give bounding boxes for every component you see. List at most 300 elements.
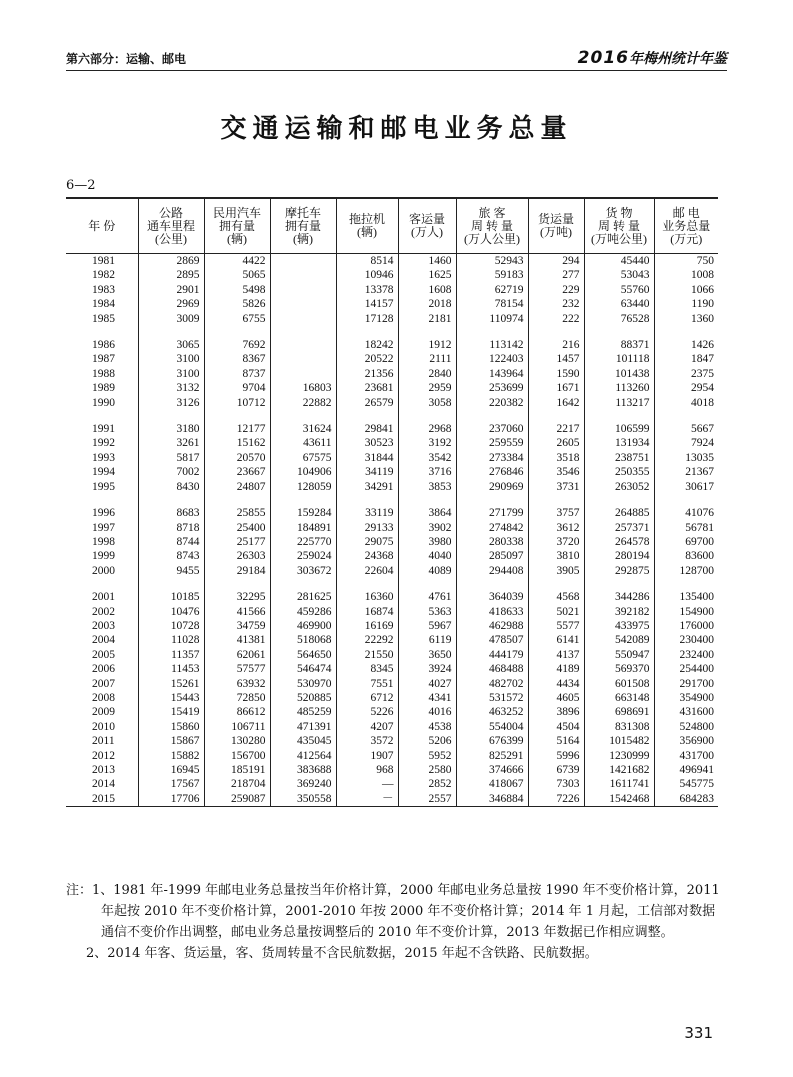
table-cell: 291700 — [654, 677, 718, 691]
table-cell: 4504 — [528, 720, 584, 734]
spacer-cell — [204, 494, 270, 506]
table-cell: 72850 — [204, 691, 270, 705]
table-cell: 62719 — [456, 283, 528, 297]
table-cell: 16360 — [336, 590, 398, 604]
table-cell: — — [336, 777, 398, 791]
table-cell: 264885 — [584, 506, 654, 520]
table-cell — [270, 338, 336, 352]
table-cell: 253699 — [456, 381, 528, 395]
table-cell: 34291 — [336, 480, 398, 494]
table-cell: 15419 — [138, 705, 204, 719]
table-cell: 273384 — [456, 451, 528, 465]
table-cell: 6119 — [398, 633, 456, 647]
table-cell: 471391 — [270, 720, 336, 734]
table-cell: 1642 — [528, 396, 584, 410]
table-cell: 24368 — [336, 549, 398, 563]
table-cell: 2181 — [398, 312, 456, 326]
spacer-cell — [66, 494, 138, 506]
table-cell: 34119 — [336, 465, 398, 479]
table-cell: 53043 — [584, 268, 654, 282]
table-cell: 7226 — [528, 792, 584, 807]
table-cell: 5826 — [204, 297, 270, 311]
table-cell: 11453 — [138, 662, 204, 676]
table-cell: 110974 — [456, 312, 528, 326]
spacer-cell — [336, 410, 398, 422]
table-cell: 55760 — [584, 283, 654, 297]
table-row — [66, 535, 718, 549]
table-cell: 43611 — [270, 436, 336, 450]
table-cell: 4207 — [336, 720, 398, 734]
column-header: 摩托车 拥有量 (辆) — [270, 198, 336, 254]
table-cell: 3853 — [398, 480, 456, 494]
table-row — [66, 648, 718, 662]
table-cell: 52943 — [456, 254, 528, 269]
yearbook-name: 年梅州统计年鉴 — [629, 51, 727, 67]
table-row — [66, 564, 718, 578]
table-row — [66, 691, 718, 705]
table-cell: 62061 — [204, 648, 270, 662]
year-cell: 2013 — [92, 764, 115, 776]
table-cell: 1426 — [654, 338, 718, 352]
table-cell: 83600 — [654, 549, 718, 563]
table-cell: 33119 — [336, 506, 398, 520]
table-row — [66, 633, 718, 647]
group-spacer — [66, 578, 718, 590]
table-row — [66, 619, 718, 633]
table-cell: 3902 — [398, 521, 456, 535]
table-cell: 232400 — [654, 648, 718, 662]
table-cell: 113260 — [584, 381, 654, 395]
spacer-cell — [654, 410, 718, 422]
table-cell: 20570 — [204, 451, 270, 465]
table-cell: 184891 — [270, 521, 336, 535]
spacer-cell — [584, 326, 654, 338]
table-cell: 3261 — [138, 436, 204, 450]
table-cell: 825291 — [456, 749, 528, 763]
table-cell: 462988 — [456, 619, 528, 633]
table-cell: 5021 — [528, 605, 584, 619]
table-cell: 4018 — [654, 396, 718, 410]
spacer-cell — [654, 494, 718, 506]
year-cell: 1995 — [92, 480, 115, 493]
table-row — [66, 749, 718, 763]
table-cell: 13035 — [654, 451, 718, 465]
table-cell: 3757 — [528, 506, 584, 520]
table-cell: 57577 — [204, 662, 270, 676]
table-cell: 69700 — [654, 535, 718, 549]
table-cell: 5363 — [398, 605, 456, 619]
year-cell: 1998 — [92, 535, 115, 548]
table-cell: 3132 — [138, 381, 204, 395]
table-cell: 435045 — [270, 734, 336, 748]
spacer-cell — [270, 578, 336, 590]
table-cell: 1912 — [398, 338, 456, 352]
spacer-cell — [654, 578, 718, 590]
table-cell: 4040 — [398, 549, 456, 563]
table-cell: 220382 — [456, 396, 528, 410]
column-header: 拖拉机 (辆) — [336, 198, 398, 254]
table-cell: 1008 — [654, 268, 718, 282]
table-cell: 128700 — [654, 564, 718, 578]
spacer-cell — [456, 326, 528, 338]
table-cell: 5206 — [398, 734, 456, 748]
spacer-cell — [528, 578, 584, 590]
table-cell: 1230999 — [584, 749, 654, 763]
table-row — [66, 521, 718, 535]
year-cell: 2007 — [92, 677, 115, 690]
table-cell: 3905 — [528, 564, 584, 578]
table-cell: 7692 — [204, 338, 270, 352]
table-cell: 5952 — [398, 749, 456, 763]
column-header: 货运量 (万吨) — [528, 198, 584, 254]
table-cell: 4089 — [398, 564, 456, 578]
table-cell: 1457 — [528, 352, 584, 366]
table-cell: 12177 — [204, 422, 270, 436]
table-cell: 263052 — [584, 480, 654, 494]
table-cell: 530970 — [270, 677, 336, 691]
spacer-cell — [138, 578, 204, 590]
table-cell: 545775 — [654, 777, 718, 791]
table-cell: 2111 — [398, 352, 456, 366]
table-cell: 78154 — [456, 297, 528, 311]
table-cell: 292875 — [584, 564, 654, 578]
table-cell: 1625 — [398, 268, 456, 282]
table-cell: 601508 — [584, 677, 654, 691]
table-cell: 130280 — [204, 734, 270, 748]
table-cell: 16169 — [336, 619, 398, 633]
table-cell: 277 — [528, 268, 584, 282]
table-cell: 2840 — [398, 367, 456, 381]
table-cell: 3180 — [138, 422, 204, 436]
table-cell — [270, 352, 336, 366]
table-row — [66, 720, 718, 734]
table-cell: 968 — [336, 763, 398, 777]
spacer-cell — [398, 326, 456, 338]
table-cell: 8737 — [204, 367, 270, 381]
table-cell: 101438 — [584, 367, 654, 381]
table-row — [66, 480, 718, 494]
table-cell: 29133 — [336, 521, 398, 535]
table-cell: 354900 — [654, 691, 718, 705]
spacer-cell — [204, 410, 270, 422]
table-row — [66, 254, 718, 269]
table-cell: 294 — [528, 254, 584, 269]
spacer-cell — [456, 494, 528, 506]
table-cell: 3518 — [528, 451, 584, 465]
table-cell: 459286 — [270, 605, 336, 619]
table-row — [66, 662, 718, 676]
table-cell: 156700 — [204, 749, 270, 763]
table-cell: 1847 — [654, 352, 718, 366]
table-cell: 30523 — [336, 436, 398, 450]
table-cell: 2969 — [138, 297, 204, 311]
table-cell: 3009 — [138, 312, 204, 326]
spacer-cell — [66, 326, 138, 338]
year-cell: 2006 — [92, 663, 115, 676]
year-cell: 1986 — [92, 339, 115, 352]
table-cell: 2217 — [528, 422, 584, 436]
table-cell: 3126 — [138, 396, 204, 410]
yearbook-year: 2016 — [577, 48, 629, 68]
table-cell: 1608 — [398, 283, 456, 297]
table-cell: 5817 — [138, 451, 204, 465]
table-cell — [270, 367, 336, 381]
table-cell: 18242 — [336, 338, 398, 352]
table-row — [66, 777, 718, 791]
table-cell: 280338 — [456, 535, 528, 549]
table-cell: 4538 — [398, 720, 456, 734]
table-cell: 185191 — [204, 763, 270, 777]
table-cell: 3650 — [398, 648, 456, 662]
table-cell: 1542468 — [584, 792, 654, 807]
table-cell: 23667 — [204, 465, 270, 479]
table-cell: 2869 — [138, 254, 204, 269]
year-cell: 1987 — [92, 353, 115, 366]
spacer-cell — [138, 494, 204, 506]
table-cell: 3716 — [398, 465, 456, 479]
table-cell: 344286 — [584, 590, 654, 604]
table-cell: 431600 — [654, 705, 718, 719]
spacer-cell — [528, 410, 584, 422]
year-cell: 2008 — [92, 691, 115, 704]
table-cell: 2954 — [654, 381, 718, 395]
table-cell: 6739 — [528, 763, 584, 777]
spacer-cell — [456, 578, 528, 590]
table-cell: 7303 — [528, 777, 584, 791]
table-cell: 30617 — [654, 480, 718, 494]
table-cell: 520885 — [270, 691, 336, 705]
table-cell: 482702 — [456, 677, 528, 691]
table-cell: 4341 — [398, 691, 456, 705]
yearbook-header — [578, 48, 727, 68]
table-cell: 3065 — [138, 338, 204, 352]
table-cell: 5967 — [398, 619, 456, 633]
table-row — [66, 451, 718, 465]
table-cell: 496941 — [654, 763, 718, 777]
table-cell: 17567 — [138, 777, 204, 791]
table-cell: 524800 — [654, 720, 718, 734]
table-cell: 135400 — [654, 590, 718, 604]
table-cell: 698691 — [584, 705, 654, 719]
table-cell: 20522 — [336, 352, 398, 366]
table-cell: 5065 — [204, 268, 270, 282]
year-cell: 1981 — [92, 255, 115, 267]
table-cell: 3980 — [398, 535, 456, 549]
spacer-cell — [204, 578, 270, 590]
table-cell: 478507 — [456, 633, 528, 647]
spacer-cell — [204, 326, 270, 338]
table-cell: 468488 — [456, 662, 528, 676]
table-cell: 2557 — [398, 792, 456, 807]
table-cell: 225770 — [270, 535, 336, 549]
column-header: 客运量 (万人) — [398, 198, 456, 254]
table-row — [66, 396, 718, 410]
table-cell: 5577 — [528, 619, 584, 633]
table-cell: 259024 — [270, 549, 336, 563]
table-cell: 237060 — [456, 422, 528, 436]
table-cell: 750 — [654, 254, 718, 269]
table-cell: 113217 — [584, 396, 654, 410]
table-cell: 290969 — [456, 480, 528, 494]
table-cell: 29184 — [204, 564, 270, 578]
table-cell: 76528 — [584, 312, 654, 326]
table-cell: 22882 — [270, 396, 336, 410]
table-row — [66, 352, 718, 366]
table-cell: 1421682 — [584, 763, 654, 777]
table-cell: 250355 — [584, 465, 654, 479]
table-row — [66, 506, 718, 520]
table-row — [66, 705, 718, 719]
table-cell: 25400 — [204, 521, 270, 535]
year-cell: 2009 — [92, 706, 115, 719]
table-cell: 8718 — [138, 521, 204, 535]
table-cell: 101118 — [584, 352, 654, 366]
table-cell: 6712 — [336, 691, 398, 705]
spacer-cell — [398, 410, 456, 422]
year-cell: 1991 — [92, 423, 115, 436]
table-cell: 218704 — [204, 777, 270, 791]
table-cell: 485259 — [270, 705, 336, 719]
table-cell: 418633 — [456, 605, 528, 619]
year-cell: 2012 — [92, 749, 115, 762]
year-cell: 1999 — [92, 550, 115, 563]
table-cell: 431700 — [654, 749, 718, 763]
table-cell: 569370 — [584, 662, 654, 676]
table-cell: 2375 — [654, 367, 718, 381]
table-cell: 4568 — [528, 590, 584, 604]
table-cell: 143964 — [456, 367, 528, 381]
table-cell: 104906 — [270, 465, 336, 479]
table-cell: 31624 — [270, 422, 336, 436]
table-cell: 1590 — [528, 367, 584, 381]
column-header: 货 物 周 转 量 (万吨公里) — [584, 198, 654, 254]
table-cell: 230400 — [654, 633, 718, 647]
table-cell: 392182 — [584, 605, 654, 619]
table-cell: 3542 — [398, 451, 456, 465]
table-cell: 412564 — [270, 749, 336, 763]
table-cell: 26303 — [204, 549, 270, 563]
table-cell: 8683 — [138, 506, 204, 520]
table-cell: 463252 — [456, 705, 528, 719]
spacer-cell — [336, 494, 398, 506]
table-cell: 10728 — [138, 619, 204, 633]
table-cell: 67575 — [270, 451, 336, 465]
year-cell: 2005 — [92, 648, 115, 661]
table-header-row — [66, 198, 718, 254]
table-cell: 4605 — [528, 691, 584, 705]
table-row — [66, 436, 718, 450]
table-cell: 21550 — [336, 648, 398, 662]
table-cell: 5164 — [528, 734, 584, 748]
table-cell: 6755 — [204, 312, 270, 326]
table-cell: 229 — [528, 283, 584, 297]
table-row — [66, 297, 718, 311]
table-cell: 10712 — [204, 396, 270, 410]
table-cell: 32295 — [204, 590, 270, 604]
table-cell: 29075 — [336, 535, 398, 549]
table-cell: 21367 — [654, 465, 718, 479]
table-cell: 216 — [528, 338, 584, 352]
table-cell: 45440 — [584, 254, 654, 269]
year-cell: 1993 — [92, 451, 115, 464]
table-cell: 26579 — [336, 396, 398, 410]
table-row — [66, 268, 718, 282]
table-cell: 23681 — [336, 381, 398, 395]
group-spacer — [66, 326, 718, 338]
table-cell: 15261 — [138, 677, 204, 691]
table-cell: 356900 — [654, 734, 718, 748]
table-cell: 546474 — [270, 662, 336, 676]
table-cell: 3100 — [138, 367, 204, 381]
table-cell: 350558 — [270, 792, 336, 807]
table-cell: 346884 — [456, 792, 528, 807]
table-cell: 254400 — [654, 662, 718, 676]
table-cell: 4016 — [398, 705, 456, 719]
table-row — [66, 763, 718, 777]
table-cell: 259559 — [456, 436, 528, 450]
table-cell: 3572 — [336, 734, 398, 748]
table-cell: 554004 — [456, 720, 528, 734]
table-cell: 14157 — [336, 297, 398, 311]
table-cell: 542089 — [584, 633, 654, 647]
table-cell: 22604 — [336, 564, 398, 578]
table-cell: 303672 — [270, 564, 336, 578]
spacer-cell — [398, 494, 456, 506]
year-cell: 1985 — [92, 312, 115, 325]
column-header: 年 份 — [66, 198, 138, 254]
table-cell: 1611741 — [584, 777, 654, 791]
spacer-cell — [270, 410, 336, 422]
table-row — [66, 605, 718, 619]
table-cell: 22292 — [336, 633, 398, 647]
table-cell: 1671 — [528, 381, 584, 395]
table-cell: 294408 — [456, 564, 528, 578]
table-cell: 1066 — [654, 283, 718, 297]
table-cell: 25855 — [204, 506, 270, 520]
table-cell: 6141 — [528, 633, 584, 647]
table-cell: 5667 — [654, 422, 718, 436]
table-cell: 264578 — [584, 535, 654, 549]
table-cell: 34759 — [204, 619, 270, 633]
spacer-cell — [66, 578, 138, 590]
table-cell: 285097 — [456, 549, 528, 563]
table-cell: 16803 — [270, 381, 336, 395]
year-cell: 2014 — [92, 778, 115, 791]
table-cell: 31844 — [336, 451, 398, 465]
table-cell: 469900 — [270, 619, 336, 633]
table-cell: 4761 — [398, 590, 456, 604]
table-row — [66, 338, 718, 352]
group-spacer — [66, 410, 718, 422]
table-cell: 5498 — [204, 283, 270, 297]
table-code: 6—2 — [66, 178, 96, 193]
table-cell: 3720 — [528, 535, 584, 549]
table-cell: 4422 — [204, 254, 270, 269]
year-cell: 1982 — [92, 269, 115, 282]
note-2: 2、2014 年客、货运量，客、货周转量不含民航数据，2015 年起不含铁路、民航数据。 — [86, 946, 598, 961]
table-cell: 1360 — [654, 312, 718, 326]
table-cell: 4027 — [398, 677, 456, 691]
year-cell: 1994 — [92, 466, 115, 479]
table-cell: 276846 — [456, 465, 528, 479]
year-cell: 2000 — [92, 564, 115, 577]
table-cell: 2580 — [398, 763, 456, 777]
table-cell: 684283 — [654, 792, 718, 807]
table-cell: 274842 — [456, 521, 528, 535]
table-cell: 59183 — [456, 268, 528, 282]
year-cell: 1992 — [92, 437, 115, 450]
table-cell: 10185 — [138, 590, 204, 604]
